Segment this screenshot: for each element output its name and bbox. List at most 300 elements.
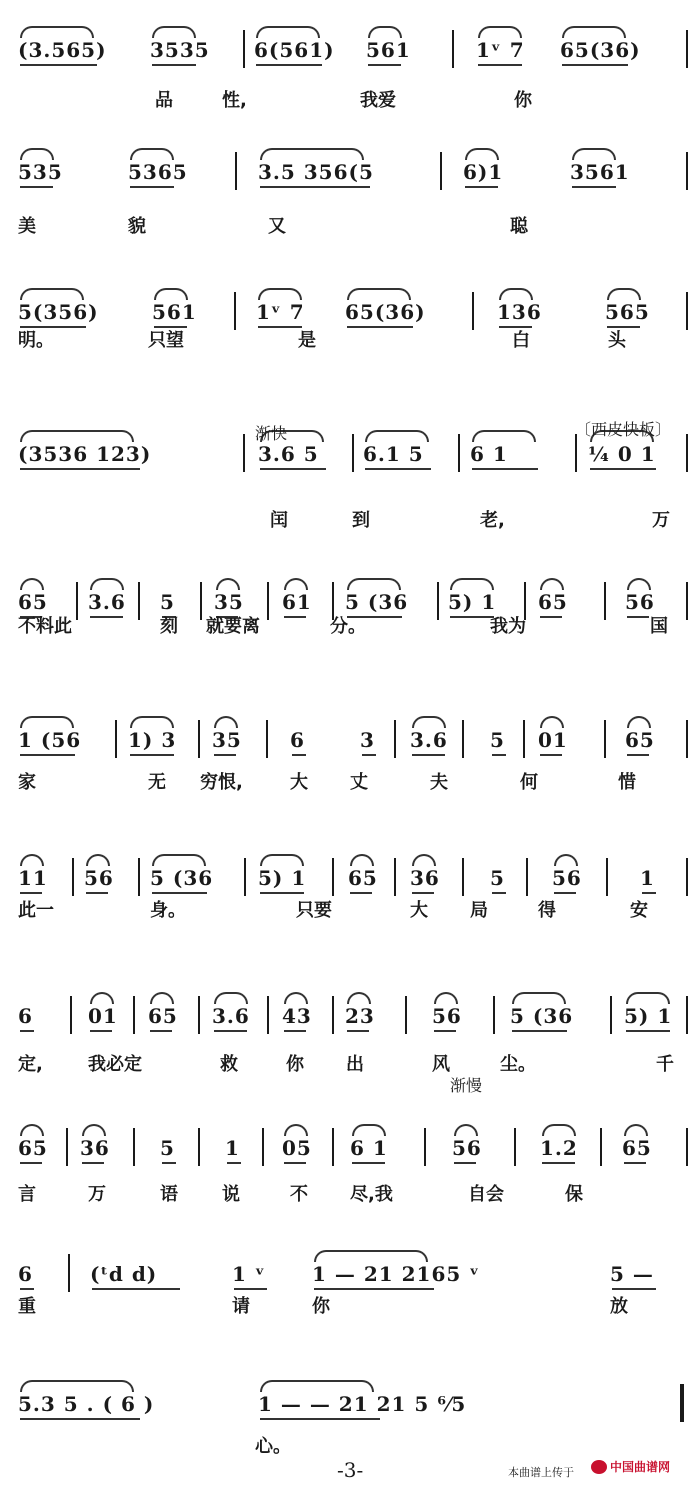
- lyric-syllable: 貌: [128, 216, 146, 237]
- slur-mark: [434, 992, 458, 1004]
- lyric-syllable: 你: [286, 1054, 304, 1075]
- beam-underline: [512, 1030, 567, 1032]
- slur-mark: [554, 854, 578, 866]
- slur-mark: [572, 148, 616, 160]
- beam-underline: [368, 64, 401, 66]
- slur-mark: [20, 1380, 134, 1392]
- beam-underline: [347, 1030, 369, 1032]
- slur-mark: [562, 26, 626, 38]
- beam-underline: [90, 1030, 112, 1032]
- lyric-syllable: 老,: [480, 510, 505, 531]
- barline: [604, 582, 606, 620]
- beam-underline: [472, 468, 538, 470]
- note-group: 1ᵛ 7: [476, 38, 525, 62]
- barline: [424, 1128, 426, 1166]
- note-group: 5 (36: [345, 590, 409, 614]
- slur-mark: [258, 288, 302, 300]
- beam-underline: [214, 754, 236, 756]
- lyric-syllable: 性,: [222, 90, 247, 111]
- barline: [133, 996, 135, 1034]
- lyric-syllable: 分。: [330, 616, 366, 637]
- lyric-syllable: 请: [232, 1296, 250, 1317]
- slur-mark: [412, 716, 446, 728]
- barline: [394, 858, 396, 896]
- note-group: 61: [282, 590, 312, 614]
- slur-mark: [352, 1124, 386, 1136]
- barline: [66, 1128, 68, 1166]
- barline: [458, 434, 460, 472]
- note-group: 01: [538, 728, 568, 752]
- lyric-syllable: 无: [148, 772, 166, 793]
- slur-mark: [82, 1124, 106, 1136]
- lyric-syllable: 局: [470, 900, 488, 921]
- beam-underline: [20, 754, 75, 756]
- note-group: 5: [490, 728, 505, 752]
- lyric-syllable: 不料此: [18, 616, 72, 637]
- barline: [200, 582, 202, 620]
- slur-mark: [284, 992, 308, 1004]
- note-group: 565: [605, 300, 650, 324]
- barline: [514, 1128, 516, 1166]
- barline: [405, 996, 407, 1034]
- slur-mark: [152, 26, 196, 38]
- note-group: 43: [282, 1004, 312, 1028]
- beam-underline: [258, 326, 302, 328]
- lyric-syllable: 是: [298, 330, 316, 351]
- barline: [604, 720, 606, 758]
- note-group: 5: [490, 866, 505, 890]
- barline: [243, 434, 245, 472]
- slur-mark: [20, 1124, 44, 1136]
- slur-mark: [130, 148, 174, 160]
- beam-underline: [492, 754, 506, 756]
- beam-underline: [150, 1030, 172, 1032]
- beam-underline: [590, 468, 656, 470]
- note-group: 5: [160, 1136, 175, 1160]
- beam-underline: [362, 754, 376, 756]
- lyric-syllable: 心。: [255, 1436, 291, 1457]
- slur-mark: [256, 26, 320, 38]
- lyric-syllable: 出: [346, 1054, 364, 1075]
- slur-mark: [214, 992, 248, 1004]
- beam-underline: [20, 1030, 34, 1032]
- note-group: 5) 1: [624, 1004, 673, 1028]
- note-group: 56: [432, 1004, 462, 1028]
- beam-underline: [90, 616, 123, 618]
- site-logo: [591, 1458, 670, 1475]
- note-group: 3: [360, 728, 375, 752]
- note-group: 561: [152, 300, 197, 324]
- note-group: 35: [214, 590, 244, 614]
- lyric-syllable: 穷恨,: [200, 772, 243, 793]
- note-group: 136: [497, 300, 542, 324]
- note-group: 1ᵛ 7: [256, 300, 305, 324]
- lyric-syllable: 白: [512, 330, 530, 351]
- site-name: 中国曲谱网: [610, 1460, 671, 1474]
- note-group: (3.565): [18, 38, 107, 62]
- note-group: 5 —: [610, 1262, 654, 1286]
- slur-mark: [347, 578, 401, 590]
- note-group: 5(356): [18, 300, 99, 324]
- beam-underline: [627, 754, 649, 756]
- barline: [686, 720, 688, 758]
- beam-underline: [284, 1030, 306, 1032]
- lyric-syllable: 放: [610, 1296, 628, 1317]
- beam-underline: [20, 186, 53, 188]
- slur-mark: [20, 578, 44, 590]
- barline: [606, 858, 608, 896]
- beam-underline: [540, 754, 562, 756]
- slur-mark: [607, 288, 641, 300]
- barline: [115, 720, 117, 758]
- note-group: 05: [282, 1136, 312, 1160]
- lyric-syllable: 身。: [150, 900, 186, 921]
- slur-mark: [20, 854, 44, 866]
- lyric-syllable: 我为: [490, 616, 526, 637]
- barline: [235, 152, 237, 190]
- barline: [244, 858, 246, 896]
- barline: [452, 30, 454, 68]
- note-group: (ᵗd d): [90, 1262, 158, 1286]
- slur-mark: [260, 148, 364, 160]
- barline: [394, 720, 396, 758]
- barline: [267, 582, 269, 620]
- slur-mark: [260, 1380, 374, 1392]
- beam-underline: [130, 186, 174, 188]
- barline: [440, 152, 442, 190]
- barline: [352, 434, 354, 472]
- barline: [686, 292, 688, 330]
- lyric-syllable: 又: [268, 216, 286, 237]
- barline: [686, 1128, 688, 1166]
- beam-underline: [20, 64, 97, 66]
- barline: [600, 1128, 602, 1166]
- note-group: 01: [88, 1004, 118, 1028]
- beam-underline: [152, 64, 196, 66]
- slur-mark: [540, 578, 564, 590]
- tempo-mark-accel: 渐快: [255, 424, 288, 443]
- slur-mark: [478, 26, 522, 38]
- tempo-mark-ritard: 渐慢: [450, 1076, 483, 1095]
- note-group: 6: [18, 1262, 33, 1286]
- beam-underline: [284, 616, 306, 618]
- slur-mark: [347, 288, 411, 300]
- note-group: 3.6: [212, 1004, 250, 1028]
- beam-underline: [256, 64, 322, 66]
- note-group: 56: [552, 866, 582, 890]
- beam-underline: [82, 1162, 104, 1164]
- note-group: 65(36): [560, 38, 641, 62]
- lyric-syllable: 聪: [510, 216, 528, 237]
- note-group: 1 — — 21 21 5 ⁶⁄5: [258, 1392, 467, 1416]
- beam-underline: [454, 1162, 476, 1164]
- slur-mark: [365, 430, 429, 442]
- note-group: 65(36): [345, 300, 426, 324]
- note-group: 65: [622, 1136, 652, 1160]
- beam-underline: [352, 1162, 385, 1164]
- slur-mark: [260, 854, 304, 866]
- beam-underline: [314, 1288, 434, 1290]
- note-group: 36: [80, 1136, 110, 1160]
- beam-underline: [554, 892, 576, 894]
- lyric-syllable: 言: [18, 1184, 36, 1205]
- barline: [493, 996, 495, 1034]
- beam-underline: [478, 64, 522, 66]
- lyric-syllable: 风: [432, 1054, 450, 1075]
- beam-underline: [260, 1418, 380, 1420]
- slur-mark: [90, 992, 114, 1004]
- beam-underline: [347, 326, 413, 328]
- slur-mark: [214, 716, 238, 728]
- lyric-syllable: 我必定: [88, 1054, 142, 1075]
- lyric-syllable: 语: [160, 1184, 178, 1205]
- note-group: 6: [290, 728, 305, 752]
- beam-underline: [20, 1418, 140, 1420]
- barline: [198, 720, 200, 758]
- beam-underline: [412, 892, 434, 894]
- note-group: 3.6: [410, 728, 448, 752]
- lyric-syllable: 大: [290, 772, 308, 793]
- note-group: 5.3 5 . ( 6 ): [18, 1392, 155, 1416]
- slur-mark: [284, 1124, 308, 1136]
- beam-underline: [450, 616, 494, 618]
- beam-underline: [492, 892, 506, 894]
- note-group: 11: [18, 866, 48, 890]
- slur-mark: [314, 1250, 428, 1262]
- barline: [437, 582, 439, 620]
- barline: [198, 996, 200, 1034]
- lyric-syllable: 丈: [350, 772, 368, 793]
- slur-mark: [412, 854, 436, 866]
- barline: [610, 996, 612, 1034]
- barline: [133, 1128, 135, 1166]
- note-group: 1: [225, 1136, 240, 1160]
- beam-underline: [20, 1162, 42, 1164]
- beam-underline: [92, 1288, 180, 1290]
- lyric-syllable: 此一: [18, 900, 54, 921]
- barline: [686, 30, 688, 68]
- lyric-syllable: 安: [630, 900, 648, 921]
- lyric-syllable: 只望: [148, 330, 184, 351]
- barline: [198, 1128, 200, 1166]
- note-group: 1) 3: [128, 728, 177, 752]
- beam-underline: [292, 754, 306, 756]
- barline: [234, 292, 236, 330]
- beam-underline: [434, 1030, 456, 1032]
- note-group: 1: [640, 866, 655, 890]
- note-group: 65: [348, 866, 378, 890]
- beam-underline: [130, 754, 174, 756]
- barline: [686, 434, 688, 472]
- beam-underline: [20, 1288, 34, 1290]
- note-group: 56: [625, 590, 655, 614]
- note-group: 6: [18, 1004, 33, 1028]
- slur-mark: [626, 992, 670, 1004]
- note-group: 5) 1: [448, 590, 497, 614]
- note-group: 5) 1: [258, 866, 307, 890]
- note-group: 36: [410, 866, 440, 890]
- barline: [686, 858, 688, 896]
- slur-mark: [20, 430, 134, 442]
- slur-mark: [454, 1124, 478, 1136]
- slur-mark: [368, 26, 402, 38]
- barline: [526, 858, 528, 896]
- barline: [523, 720, 525, 758]
- beam-underline: [162, 1162, 176, 1164]
- beam-underline: [350, 892, 372, 894]
- note-group: 35: [212, 728, 242, 752]
- slur-mark: [216, 578, 240, 590]
- lyric-syllable: 万: [652, 510, 670, 531]
- lyric-syllable: 不: [290, 1184, 308, 1205]
- lyric-syllable: 国: [650, 616, 668, 637]
- site-logo-icon: [591, 1460, 607, 1474]
- barline: [243, 30, 245, 68]
- note-group: 6)1: [463, 160, 504, 184]
- slur-mark: [20, 288, 84, 300]
- slur-mark: [465, 148, 499, 160]
- note-group: 3561: [570, 160, 630, 184]
- beam-underline: [234, 1288, 267, 1290]
- slur-mark: [284, 578, 308, 590]
- beam-underline: [260, 892, 304, 894]
- note-group: 6 1: [470, 442, 508, 466]
- note-group: 6.1 5: [363, 442, 424, 466]
- lyric-syllable: 闰: [270, 510, 288, 531]
- lyric-syllable: 夫: [430, 772, 448, 793]
- lyric-syllable: 何: [520, 772, 538, 793]
- barline: [332, 996, 334, 1034]
- note-group: 1 ᵛ: [232, 1262, 266, 1286]
- slur-mark: [499, 288, 533, 300]
- note-group: 5 (36: [150, 866, 214, 890]
- slur-mark: [627, 578, 651, 590]
- beam-underline: [260, 186, 370, 188]
- barline: [76, 582, 78, 620]
- note-group: 6 1: [350, 1136, 388, 1160]
- slur-mark: [624, 1124, 648, 1136]
- lyric-syllable: 说: [222, 1184, 240, 1205]
- note-group: 65: [538, 590, 568, 614]
- lyric-syllable: 美: [18, 216, 36, 237]
- slur-mark: [472, 430, 536, 442]
- beam-underline: [562, 64, 628, 66]
- note-group: 65: [18, 590, 48, 614]
- note-group: 1 (56: [18, 728, 82, 752]
- lyric-syllable: 品: [155, 90, 173, 111]
- slur-mark: [450, 578, 494, 590]
- beam-underline: [20, 892, 42, 894]
- lyric-syllable: 明。: [18, 330, 54, 351]
- lyric-syllable: 尘。: [500, 1054, 536, 1075]
- lyric-syllable: 家: [18, 772, 36, 793]
- slur-mark: [350, 854, 374, 866]
- note-group: 535: [18, 160, 63, 184]
- note-group: 56: [452, 1136, 482, 1160]
- lyric-syllable: 尽,我: [350, 1184, 393, 1205]
- barline: [332, 1128, 334, 1166]
- note-group: 1.2: [540, 1136, 578, 1160]
- note-group: 65: [18, 1136, 48, 1160]
- note-group: ¼ 0 1: [588, 442, 656, 466]
- slur-mark: [542, 1124, 576, 1136]
- note-group: 3.6: [88, 590, 126, 614]
- beam-underline: [20, 468, 140, 470]
- slur-mark: [20, 716, 74, 728]
- lyric-syllable: 你: [312, 1296, 330, 1317]
- beam-underline: [572, 186, 616, 188]
- slur-mark: [20, 148, 54, 160]
- barline: [70, 996, 72, 1034]
- lyric-syllable: 只要: [296, 900, 332, 921]
- barline: [262, 1128, 264, 1166]
- lyric-syllable: 重: [18, 1296, 36, 1317]
- beam-underline: [627, 616, 649, 618]
- barline: [686, 996, 688, 1034]
- note-group: 1 — 21 2165 ᵛ: [312, 1262, 481, 1286]
- beam-underline: [642, 892, 656, 894]
- lyric-syllable: 保: [565, 1184, 583, 1205]
- lyric-syllable: 定,: [18, 1054, 43, 1075]
- beam-underline: [626, 1030, 670, 1032]
- beam-underline: [540, 616, 562, 618]
- beam-underline: [365, 468, 431, 470]
- lyric-syllable: 惜: [618, 772, 636, 793]
- beam-underline: [214, 1030, 247, 1032]
- lyric-syllable: 万: [88, 1184, 106, 1205]
- note-group: 561: [366, 38, 411, 62]
- barline: [462, 858, 464, 896]
- note-group: 5: [160, 590, 175, 614]
- beam-underline: [612, 1288, 656, 1290]
- barline: [686, 152, 688, 190]
- banqiang-mark: 〔西皮快板〕: [575, 420, 672, 439]
- page-number: -3-: [337, 1458, 364, 1482]
- note-group: 5 (36: [510, 1004, 574, 1028]
- beam-underline: [86, 892, 108, 894]
- lyric-syllable: 得: [538, 900, 556, 921]
- lyric-syllable: 刻: [160, 616, 178, 637]
- note-group: 3535: [150, 38, 210, 62]
- beam-underline: [465, 186, 498, 188]
- beam-underline: [542, 1162, 575, 1164]
- note-group: 5365: [128, 160, 188, 184]
- lyric-syllable: 你: [514, 90, 532, 111]
- note-group: (3536 123): [18, 442, 152, 466]
- slur-mark: [154, 288, 188, 300]
- barline: [68, 1254, 70, 1292]
- note-group: 23: [345, 1004, 375, 1028]
- barline: [138, 582, 140, 620]
- lyric-syllable: 头: [608, 330, 626, 351]
- barline: [138, 858, 140, 896]
- slur-mark: [150, 992, 174, 1004]
- barline: [72, 858, 74, 896]
- note-group: 56: [84, 866, 114, 890]
- slur-mark: [130, 716, 174, 728]
- lyric-syllable: 自会: [468, 1184, 504, 1205]
- slur-mark: [90, 578, 124, 590]
- slur-mark: [20, 26, 94, 38]
- beam-underline: [152, 892, 207, 894]
- lyric-syllable: 到: [352, 510, 370, 531]
- barline: [472, 292, 474, 330]
- barline: [686, 582, 688, 620]
- note-group: 65: [625, 728, 655, 752]
- note-group: 3.6 5: [258, 442, 319, 466]
- final-barline: [680, 1384, 684, 1422]
- beam-underline: [260, 468, 326, 470]
